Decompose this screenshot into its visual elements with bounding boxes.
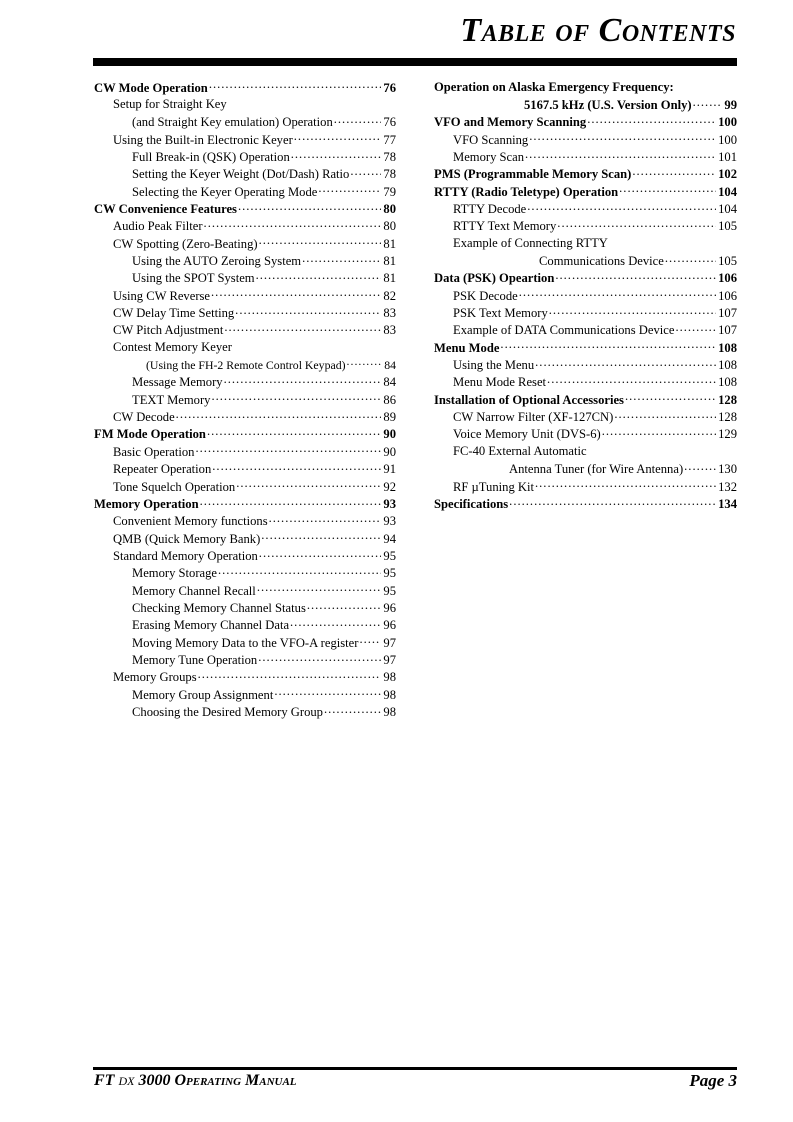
toc-entry-text: RTTY Text Memory	[453, 219, 557, 234]
toc-entry-page: 81	[383, 254, 396, 269]
toc-entry	[434, 374, 737, 391]
toc-entry-text: Memory Operation	[94, 496, 199, 511]
toc-entry-page: 100	[718, 132, 737, 147]
toc-entry-text: FM Mode Operation	[94, 427, 206, 442]
toc-entry-page: 106	[718, 271, 737, 286]
toc-entry-text: Contest Memory Keyer	[113, 340, 232, 355]
toc-dot-leader	[323, 703, 381, 716]
toc-dot-leader	[208, 79, 382, 92]
toc-dot-leader	[237, 200, 381, 213]
footer-model-mid: DX	[118, 1074, 135, 1088]
toc-entry	[434, 235, 737, 252]
toc-entry	[434, 495, 737, 512]
toc-entry	[434, 478, 737, 495]
toc-dot-leader	[258, 547, 382, 560]
toc-entry	[94, 357, 396, 374]
toc-entry-text: TEXT Memory	[132, 392, 211, 407]
toc-entry-page: 84	[384, 357, 396, 372]
toc-entry-text: CW Decode	[113, 410, 175, 425]
footer-model-prefix: FT	[94, 1072, 115, 1089]
toc-entry-text: Selecting the Keyer Operating Mode	[132, 184, 318, 199]
toc-entry-page: 77	[383, 132, 396, 147]
toc-dot-leader	[546, 374, 716, 387]
toc-entry-page: 107	[718, 306, 737, 321]
toc-entry	[434, 148, 737, 165]
toc-entry	[94, 443, 396, 460]
toc-entry-text: VFO and Memory Scanning	[434, 115, 587, 130]
toc-entry-page: 99	[724, 97, 737, 112]
toc-entry-page: 100	[718, 115, 737, 130]
toc-dot-leader	[554, 270, 716, 283]
toc-entry-page: 132	[718, 479, 737, 494]
toc-entry	[94, 426, 396, 443]
toc-dot-leader	[257, 651, 381, 664]
toc-entry-page: 95	[383, 583, 396, 598]
toc-entry-text: Communications Device	[539, 254, 664, 269]
toc-entry-page: 105	[718, 219, 737, 234]
toc-dot-leader	[333, 114, 382, 127]
toc-entry	[94, 669, 396, 686]
toc-entry-page: 108	[718, 375, 737, 390]
toc-entry-text: Using the AUTO Zeroing System	[132, 254, 302, 269]
toc-entry-text: Tone Squelch Operation	[113, 479, 236, 494]
toc-entry-page: 98	[383, 704, 396, 719]
toc-entry	[434, 426, 737, 443]
toc-entry-text: CW Delay Time Setting	[113, 306, 235, 321]
toc-entry	[94, 166, 396, 183]
toc-entry-text: Using the Menu	[453, 358, 535, 373]
toc-dot-leader	[194, 443, 381, 456]
toc-entry-text: Setup for Straight Key	[113, 97, 227, 112]
toc-entry-page: 129	[718, 427, 737, 442]
toc-entry	[94, 634, 396, 651]
toc-entry-page: 98	[383, 670, 396, 685]
toc-entry	[94, 599, 396, 616]
toc-entry	[434, 461, 737, 478]
toc-entry	[434, 304, 737, 321]
toc-entry-page: 90	[383, 427, 396, 442]
toc-dot-leader	[289, 617, 381, 630]
toc-column-left	[94, 79, 396, 721]
toc-entry-text: Standard Memory Operation	[113, 548, 258, 563]
toc-entry-page: 98	[383, 687, 396, 702]
toc-entry-text: Example of DATA Communications Device	[453, 323, 675, 338]
toc-entry-page: 130	[718, 462, 737, 477]
toc-entry-text: Repeater Operation	[113, 462, 212, 477]
toc-entry-page: 93	[383, 496, 396, 511]
toc-entry-page: 108	[718, 358, 737, 373]
toc-entry	[434, 114, 737, 131]
toc-entry-page: 104	[718, 184, 737, 199]
footer-manual-label: Operating Manual	[174, 1072, 297, 1089]
toc-entry	[434, 270, 737, 287]
toc-entry-text: Message Memory	[132, 375, 223, 390]
toc-entry-page: 134	[718, 496, 737, 511]
toc-entry-text: Choosing the Desired Memory Group	[132, 704, 323, 719]
toc-entry-text: CW Pitch Adjustment	[113, 323, 224, 338]
toc-entry-page: 101	[718, 149, 737, 164]
toc-entry-text: (Using the FH-2 Remote Control Keypad)	[146, 357, 346, 372]
toc-entry-text: Installation of Optional Accessories	[434, 392, 624, 407]
toc-entry	[94, 495, 396, 512]
toc-entry-text: 5167.5 kHz (U.S. Version Only)	[524, 97, 692, 112]
toc-entry-text: Using the Built-in Electronic Keyer	[113, 132, 293, 147]
toc-entry-page: 81	[383, 236, 396, 251]
toc-entry	[434, 287, 737, 304]
toc-entry	[94, 218, 396, 235]
toc-dot-leader	[217, 565, 381, 578]
toc-entry-text: RTTY (Radio Teletype) Operation	[434, 184, 619, 199]
toc-entry-text: VFO Scanning	[453, 132, 529, 147]
toc-entry-text: Erasing Memory Channel Data	[132, 618, 290, 633]
toc-entry-text: PMS (Programmable Memory Scan)	[434, 167, 632, 182]
toc-entry	[94, 686, 396, 703]
toc-entry-page: 89	[383, 410, 396, 425]
toc-entry	[94, 409, 396, 426]
toc-entry-text: Example of Connecting RTTY	[453, 236, 608, 251]
toc-entry	[94, 79, 396, 96]
toc-entry	[434, 166, 737, 183]
toc-entry	[94, 148, 396, 165]
toc-dot-leader	[293, 131, 382, 144]
toc-entry-text: FC-40 External Automatic	[453, 444, 587, 459]
toc-dot-leader	[317, 183, 381, 196]
toc-entry-page: 76	[383, 80, 396, 95]
toc-dot-leader	[349, 166, 381, 179]
toc-dot-leader	[526, 200, 716, 213]
toc-entry	[434, 409, 737, 426]
toc-dot-leader	[235, 478, 381, 491]
toc-entry-page: 128	[718, 410, 737, 425]
toc-entry-page: 128	[718, 392, 737, 407]
toc-entry-text: RF µTuning Kit	[453, 479, 534, 494]
bottom-rule	[93, 1067, 737, 1070]
toc-dot-leader	[631, 166, 716, 179]
toc-entry-text: CW Mode Operation	[94, 80, 208, 95]
toc-entry-text: Setting the Keyer Weight (Dot/Dash) Ratio	[132, 167, 350, 182]
toc-entry-text: RTTY Decode	[453, 202, 527, 216]
toc-entry	[94, 252, 396, 269]
toc-entry-page: 104	[718, 202, 737, 216]
toc-entry-page: 92	[383, 479, 396, 494]
toc-entry-text: Memory Tune Operation	[132, 652, 258, 667]
toc-entry-page: 80	[383, 219, 396, 234]
toc-dot-leader	[223, 374, 382, 387]
toc-dot-leader	[290, 148, 382, 161]
toc-entry	[94, 513, 396, 530]
toc-dot-leader	[199, 495, 382, 508]
toc-dot-leader	[683, 461, 716, 474]
toc-dot-leader	[256, 582, 382, 595]
toc-entry	[434, 79, 737, 96]
toc-entry	[94, 703, 396, 720]
toc-dot-leader	[268, 513, 382, 526]
toc-entry-text: Specifications	[434, 496, 509, 511]
toc-dot-leader	[613, 409, 716, 422]
toc-entry-text: CW Spotting (Zero-Beating)	[113, 236, 258, 251]
toc-entry	[94, 183, 396, 200]
toc-entry	[434, 200, 737, 217]
toc-entry	[94, 391, 396, 408]
toc-dot-leader	[255, 270, 382, 283]
toc-entry	[94, 374, 396, 391]
toc-entry-text: Basic Operation	[113, 444, 195, 459]
toc-entry-text: Memory Channel Recall	[132, 583, 256, 598]
toc-entry-page: 86	[383, 392, 396, 407]
toc-entry	[434, 252, 737, 269]
toc-entry-text: PSK Text Memory	[453, 306, 548, 321]
toc-entry-text: Audio Peak Filter	[113, 219, 203, 234]
toc-dot-leader	[674, 322, 716, 335]
footer-manual-title	[94, 1072, 297, 1090]
toc-column-right	[434, 79, 737, 513]
toc-entry	[94, 114, 396, 131]
toc-entry-page: 108	[718, 340, 737, 355]
toc-entry-text: QMB (Quick Memory Bank)	[113, 531, 261, 546]
toc-entry-text: Full Break-in (QSK) Operation	[132, 149, 290, 164]
toc-entry	[434, 339, 737, 356]
toc-dot-leader	[306, 599, 382, 612]
toc-dot-leader	[556, 218, 716, 231]
toc-dot-leader	[548, 304, 716, 317]
toc-entry-page: 84	[383, 375, 396, 390]
toc-entry-page: 95	[383, 566, 396, 581]
toc-dot-leader	[197, 669, 382, 682]
toc-entry	[94, 304, 396, 321]
toc-dot-leader	[301, 252, 381, 265]
toc-entry	[434, 443, 737, 460]
toc-dot-leader	[499, 339, 716, 352]
top-rule	[93, 58, 737, 66]
page-title: Table of Contents	[460, 12, 736, 49]
toc-entry	[94, 287, 396, 304]
toc-entry-page: 97	[383, 635, 396, 650]
toc-entry-page: 106	[718, 288, 737, 303]
toc-dot-leader	[223, 322, 381, 335]
toc-dot-leader	[175, 409, 382, 422]
toc-entry-page: 96	[383, 600, 396, 615]
toc-entry	[94, 461, 396, 478]
toc-entry-page: 76	[383, 115, 396, 130]
toc-entry	[94, 339, 396, 356]
toc-entry	[434, 131, 737, 148]
toc-dot-leader	[692, 96, 723, 109]
toc-entry-text: Memory Group Assignment	[132, 687, 274, 702]
toc-entry-text: Memory Groups	[113, 670, 197, 685]
toc-entry-page: 91	[383, 462, 396, 477]
toc-entry-text: Moving Memory Data to the VFO-A register	[132, 635, 359, 650]
footer-page-number: Page 3	[689, 1071, 737, 1090]
toc-dot-leader	[260, 530, 381, 543]
toc-entry-text: Voice Memory Unit (DVS-6)	[453, 427, 601, 442]
toc-entry-text: CW Convenience Features	[94, 202, 237, 216]
toc-entry	[94, 322, 396, 339]
toc-dot-leader	[273, 686, 381, 699]
toc-entry	[434, 322, 737, 339]
toc-entry-text: Data (PSK) Opeartion	[434, 271, 555, 286]
toc-entry	[94, 235, 396, 252]
toc-entry-page: 81	[383, 271, 396, 286]
toc-entry-page: 82	[383, 288, 396, 303]
toc-entry-text: Memory Scan	[453, 149, 524, 164]
toc-dot-leader	[210, 391, 381, 404]
toc-entry-page: 83	[383, 306, 396, 321]
toc-dot-leader	[203, 218, 382, 231]
toc-entry	[434, 218, 737, 235]
toc-dot-leader	[211, 461, 381, 474]
toc-entry-page: 93	[383, 514, 396, 529]
toc-entry	[94, 131, 396, 148]
toc-entry	[94, 651, 396, 668]
toc-dot-leader	[206, 426, 381, 439]
toc-entry	[94, 530, 396, 547]
toc-entry-text: CW Narrow Filter (XF-127CN)	[453, 410, 614, 425]
toc-entry-page: 90	[383, 444, 396, 459]
toc-entry	[434, 391, 737, 408]
toc-entry-page: 107	[718, 323, 737, 338]
toc-dot-leader	[210, 287, 381, 300]
toc-entry-page: 94	[383, 531, 396, 546]
toc-dot-leader	[508, 495, 716, 508]
footer-model-suffix: 3000	[138, 1072, 171, 1089]
toc-dot-leader	[534, 357, 716, 370]
toc-dot-leader	[524, 148, 716, 161]
toc-entry	[94, 200, 396, 217]
toc-dot-leader	[624, 391, 716, 404]
toc-entry	[94, 565, 396, 582]
toc-dot-leader	[618, 183, 716, 196]
toc-entry-page: 96	[383, 618, 396, 633]
toc-entry-page: 79	[383, 184, 396, 199]
toc-entry-page: 105	[718, 254, 737, 269]
toc-entry-text: Checking Memory Channel Status	[132, 600, 306, 615]
toc-entry	[94, 478, 396, 495]
toc-dot-leader	[234, 304, 381, 317]
toc-entry-text: Using the SPOT System	[132, 271, 255, 286]
toc-entry-text: Convenient Memory functions	[113, 514, 268, 529]
toc-entry-page: 97	[383, 652, 396, 667]
toc-entry-text: Antenna Tuner (for Wire Antenna)	[509, 462, 684, 477]
toc-entry-text: (and Straight Key emulation) Operation	[132, 115, 333, 130]
toc-entry-page: 80	[383, 202, 396, 216]
toc-entry	[94, 582, 396, 599]
toc-dot-leader	[601, 426, 716, 439]
toc-entry	[94, 617, 396, 634]
toc-entry-page: 95	[383, 548, 396, 563]
toc-entry	[434, 96, 737, 113]
toc-entry	[94, 270, 396, 287]
toc-entry-text: Operation on Alaska Emergency Frequency:	[434, 80, 674, 94]
toc-entry-text: PSK Decode	[453, 288, 518, 303]
toc-entry-text: Menu Mode Reset	[453, 375, 547, 390]
toc-entry-page: 102	[718, 167, 737, 182]
toc-entry-text: Menu Mode	[434, 340, 500, 355]
toc-dot-leader	[534, 478, 716, 491]
toc-dot-leader	[346, 357, 383, 369]
toc-dot-leader	[358, 634, 381, 647]
toc-dot-leader	[586, 114, 716, 127]
toc-entry-page: 78	[383, 149, 396, 164]
toc-dot-leader	[518, 287, 716, 300]
toc-dot-leader	[528, 131, 716, 144]
toc-entry-text: Using CW Reverse	[113, 288, 211, 303]
toc-entry-text: Memory Storage	[132, 566, 217, 581]
toc-entry	[94, 547, 396, 564]
toc-entry-page: 83	[383, 323, 396, 338]
toc-entry	[434, 357, 737, 374]
toc-entry-page: 78	[383, 167, 396, 182]
toc-dot-leader	[258, 235, 382, 248]
toc-entry	[434, 183, 737, 200]
toc-entry	[94, 96, 396, 113]
toc-dot-leader	[664, 252, 716, 265]
